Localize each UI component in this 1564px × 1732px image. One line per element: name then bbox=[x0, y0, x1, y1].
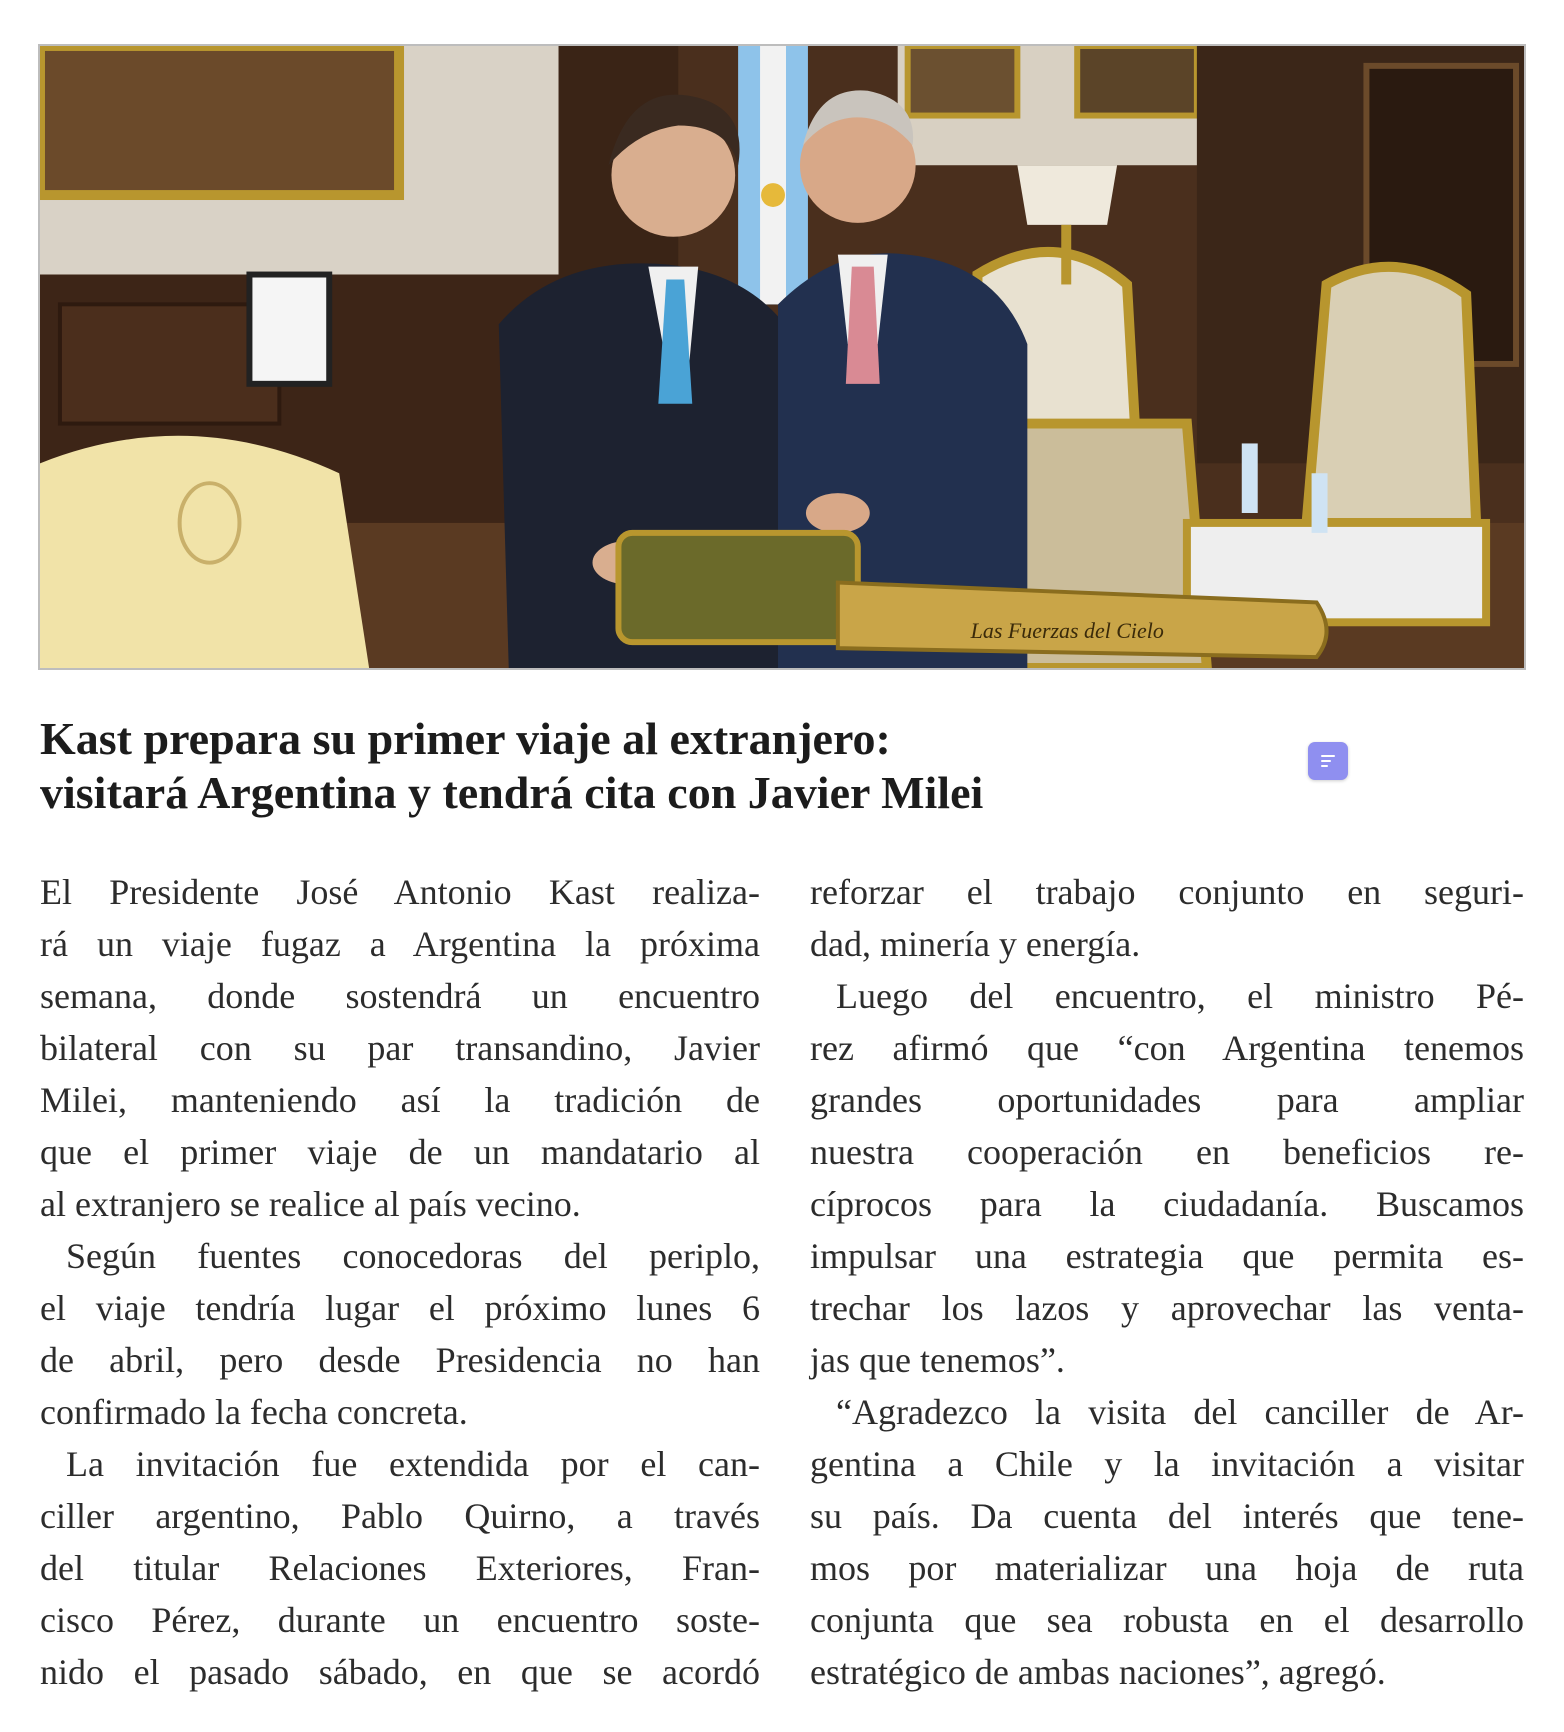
body-line: estratégico de ambas naciones”, agregó. bbox=[810, 1652, 1386, 1692]
photo-illustration bbox=[40, 46, 1524, 668]
body-line: semana, donde sostendrá un encuentro bbox=[40, 976, 760, 1016]
chainsaw-engraving: Las Fuerzas del Cielo bbox=[970, 618, 1164, 644]
body-line: al extranjero se realice al país vecino. bbox=[40, 1184, 581, 1224]
body-line: bilateral con su par transandino, Javier bbox=[40, 1028, 760, 1068]
headline-line-1: Kast prepara su primer viaje al extranjero: bbox=[40, 713, 891, 764]
body-line: confirmado la fecha concreta. bbox=[40, 1392, 468, 1432]
body-line: El Presidente José Antonio Kast realiza- bbox=[40, 872, 760, 912]
body-line: trechar los lazos y aprovechar las venta- bbox=[810, 1288, 1524, 1328]
article-column-left bbox=[40, 866, 760, 1698]
body-line: ciller argentino, Pablo Quirno, a través bbox=[40, 1496, 760, 1536]
body-line: La invitación fue extendida por el can- bbox=[66, 1444, 760, 1484]
headline-line-2: visitará Argentina y tendrá cita con Javier Milei bbox=[40, 767, 984, 818]
body-line: conjunta que sea robusta en el desarrollo bbox=[810, 1600, 1524, 1640]
article-photo bbox=[38, 44, 1526, 670]
body-line: rez afirmó que “con Argentina tenemos bbox=[810, 1028, 1524, 1068]
body-line: el viaje tendría lugar el próximo lunes 6 bbox=[40, 1288, 760, 1328]
body-line: nuestra cooperación en beneficios re- bbox=[810, 1132, 1524, 1172]
body-line: mos por materializar una hoja de ruta bbox=[810, 1548, 1524, 1588]
body-line: su país. Da cuenta del interés que tene- bbox=[810, 1496, 1524, 1536]
body-line: gentina a Chile y la invitación a visitar bbox=[810, 1444, 1524, 1484]
body-line: jas que tenemos”. bbox=[810, 1340, 1065, 1380]
body-line: rá un viaje fugaz a Argentina la próxima bbox=[40, 924, 760, 964]
body-line: cisco Pérez, durante un encuentro soste- bbox=[40, 1600, 760, 1640]
body-line: cíprocos para la ciudadanía. Buscamos bbox=[810, 1184, 1524, 1224]
body-line: Luego del encuentro, el ministro Pé- bbox=[836, 976, 1524, 1016]
body-line: de abril, pero desde Presidencia no han bbox=[40, 1340, 760, 1380]
body-line: del titular Relaciones Exteriores, Fran- bbox=[40, 1548, 760, 1588]
article-column-right bbox=[810, 866, 1524, 1698]
body-line: impulsar una estrategia que permita es- bbox=[810, 1236, 1524, 1276]
body-line: nido el pasado sábado, en que se acordó bbox=[40, 1652, 760, 1692]
note-icon-bars bbox=[1321, 752, 1335, 770]
note-lines-icon[interactable] bbox=[1308, 742, 1348, 780]
body-line: dad, minería y energía. bbox=[810, 924, 1141, 964]
body-line: grandes oportunidades para ampliar bbox=[810, 1080, 1524, 1120]
body-line: que el primer viaje de un mandatario al bbox=[40, 1132, 760, 1172]
body-line: reforzar el trabajo conjunto en seguri- bbox=[810, 872, 1524, 912]
body-line: Según fuentes conocedoras del periplo, bbox=[66, 1236, 760, 1276]
body-line: “Agradezco la visita del canciller de Ar- bbox=[836, 1392, 1524, 1432]
article-headline bbox=[40, 712, 1300, 820]
body-line: Milei, manteniendo así la tradición de bbox=[40, 1080, 760, 1120]
